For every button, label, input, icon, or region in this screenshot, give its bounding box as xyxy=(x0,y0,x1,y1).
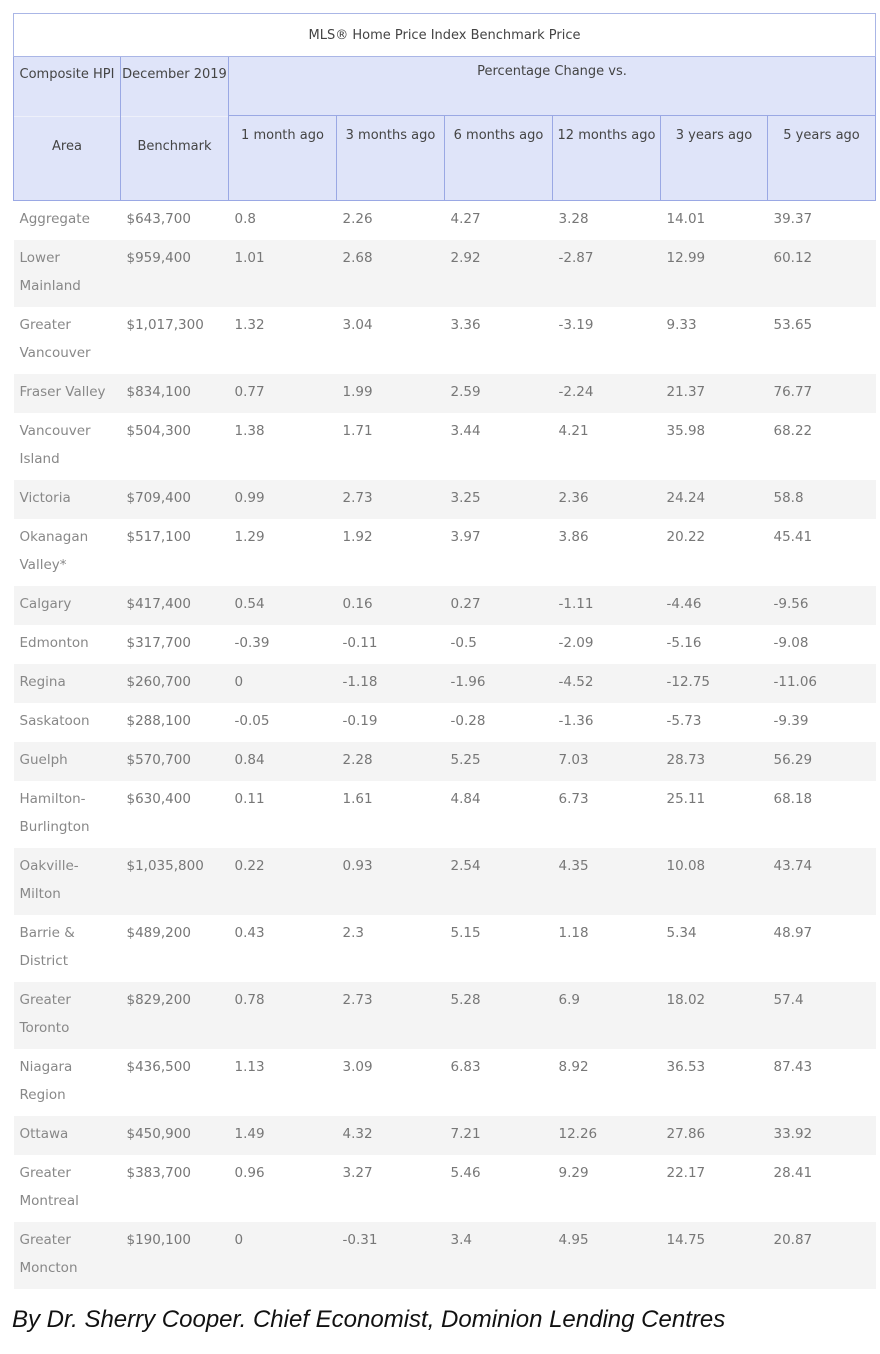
pct-change-cell: 24.24 xyxy=(661,480,768,519)
pct-change-cell: 6.73 xyxy=(553,781,661,848)
pct-change-cell: 0.27 xyxy=(445,586,553,625)
benchmark-cell: $834,100 xyxy=(121,374,229,413)
benchmark-cell: $517,100 xyxy=(121,519,229,586)
table-row xyxy=(14,664,876,703)
pct-change-cell: 7.21 xyxy=(445,1116,553,1155)
benchmark-cell: $383,700 xyxy=(121,1155,229,1222)
area-cell: Okanagan Valley* xyxy=(14,519,121,586)
pct-change-cell: 2.3 xyxy=(337,915,445,982)
pct-change-cell: 45.41 xyxy=(768,519,876,586)
pct-change-cell: 0.8 xyxy=(229,201,337,241)
pct-change-cell: 6.9 xyxy=(553,982,661,1049)
pct-change-cell: 1.61 xyxy=(337,781,445,848)
area-cell: Greater Moncton xyxy=(14,1222,121,1289)
header-december: December 2019 xyxy=(121,57,228,117)
pct-change-cell: 1.71 xyxy=(337,413,445,480)
pct-change-cell: 0.77 xyxy=(229,374,337,413)
table-row xyxy=(14,848,876,915)
pct-change-cell: 20.22 xyxy=(661,519,768,586)
pct-change-cell: 1.99 xyxy=(337,374,445,413)
table-row xyxy=(14,742,876,781)
pct-change-cell: 4.21 xyxy=(553,413,661,480)
pct-change-cell: 8.92 xyxy=(553,1049,661,1116)
pct-change-cell: -0.11 xyxy=(337,625,445,664)
pct-change-cell: 12.26 xyxy=(553,1116,661,1155)
header-december-benchmark xyxy=(121,57,229,201)
table-row xyxy=(14,982,876,1049)
header-period: 6 months ago xyxy=(445,116,553,201)
hpi-table-frame xyxy=(13,13,875,1289)
area-cell: Victoria xyxy=(14,480,121,519)
area-cell: Greater Toronto xyxy=(14,982,121,1049)
pct-change-cell: 28.73 xyxy=(661,742,768,781)
pct-change-cell: -1.11 xyxy=(553,586,661,625)
pct-change-cell: -0.28 xyxy=(445,703,553,742)
benchmark-cell: $959,400 xyxy=(121,240,229,307)
pct-change-cell: 5.25 xyxy=(445,742,553,781)
pct-change-cell: 5.34 xyxy=(661,915,768,982)
header-period: 3 months ago xyxy=(337,116,445,201)
table-row xyxy=(14,307,876,374)
pct-change-cell: 3.04 xyxy=(337,307,445,374)
area-cell: Regina xyxy=(14,664,121,703)
area-cell: Vancouver Island xyxy=(14,413,121,480)
benchmark-cell: $489,200 xyxy=(121,915,229,982)
pct-change-cell: 2.26 xyxy=(337,201,445,241)
pct-change-cell: -1.18 xyxy=(337,664,445,703)
pct-change-cell: 9.33 xyxy=(661,307,768,374)
table-row xyxy=(14,240,876,307)
pct-change-cell: 27.86 xyxy=(661,1116,768,1155)
pct-change-cell: 21.37 xyxy=(661,374,768,413)
pct-change-cell: 3.86 xyxy=(553,519,661,586)
benchmark-cell: $570,700 xyxy=(121,742,229,781)
pct-change-cell: 5.46 xyxy=(445,1155,553,1222)
area-cell: Oakville-Milton xyxy=(14,848,121,915)
pct-change-cell: -9.56 xyxy=(768,586,876,625)
pct-change-cell: 4.35 xyxy=(553,848,661,915)
header-percentage-change: Percentage Change vs. xyxy=(229,57,876,116)
pct-change-cell: 36.53 xyxy=(661,1049,768,1116)
pct-change-cell: 2.54 xyxy=(445,848,553,915)
pct-change-cell: -11.06 xyxy=(768,664,876,703)
table-row xyxy=(14,781,876,848)
pct-change-cell: 1.01 xyxy=(229,240,337,307)
pct-change-cell: 2.92 xyxy=(445,240,553,307)
pct-change-cell: 7.03 xyxy=(553,742,661,781)
pct-change-cell: 3.44 xyxy=(445,413,553,480)
benchmark-cell: $643,700 xyxy=(121,201,229,241)
pct-change-cell: 87.43 xyxy=(768,1049,876,1116)
area-cell: Ottawa xyxy=(14,1116,121,1155)
pct-change-cell: 2.59 xyxy=(445,374,553,413)
pct-change-cell: 3.97 xyxy=(445,519,553,586)
pct-change-cell: 3.4 xyxy=(445,1222,553,1289)
pct-change-cell: 2.28 xyxy=(337,742,445,781)
table-row xyxy=(14,1155,876,1222)
benchmark-cell: $417,400 xyxy=(121,586,229,625)
pct-change-cell: 5.15 xyxy=(445,915,553,982)
pct-change-cell: 0.93 xyxy=(337,848,445,915)
benchmark-cell: $317,700 xyxy=(121,625,229,664)
area-cell: Edmonton xyxy=(14,625,121,664)
area-cell: Saskatoon xyxy=(14,703,121,742)
table-row xyxy=(14,1222,876,1289)
benchmark-cell: $504,300 xyxy=(121,413,229,480)
pct-change-cell: 1.92 xyxy=(337,519,445,586)
area-cell: Calgary xyxy=(14,586,121,625)
pct-change-cell: -3.19 xyxy=(553,307,661,374)
pct-change-cell: 0.54 xyxy=(229,586,337,625)
benchmark-cell: $288,100 xyxy=(121,703,229,742)
pct-change-cell: 1.38 xyxy=(229,413,337,480)
pct-change-cell: -0.19 xyxy=(337,703,445,742)
table-row xyxy=(14,586,876,625)
table-title-text: MLS® Home Price Index Benchmark Price xyxy=(308,27,581,43)
pct-change-cell: 2.68 xyxy=(337,240,445,307)
pct-change-cell: 3.25 xyxy=(445,480,553,519)
pct-change-cell: -4.46 xyxy=(661,586,768,625)
header-period: 5 years ago xyxy=(768,116,876,201)
pct-change-cell: 3.27 xyxy=(337,1155,445,1222)
author-caption: By Dr. Sherry Cooper. Chief Economist, Dominion Lending Centres xyxy=(12,1306,726,1333)
header-period: 1 month ago xyxy=(229,116,337,201)
pct-change-cell: 1.29 xyxy=(229,519,337,586)
pct-change-cell: 60.12 xyxy=(768,240,876,307)
area-cell: Barrie & District xyxy=(14,915,121,982)
area-cell: Aggregate xyxy=(14,201,121,241)
pct-change-cell: 1.49 xyxy=(229,1116,337,1155)
pct-change-cell: 1.13 xyxy=(229,1049,337,1116)
pct-change-cell: 10.08 xyxy=(661,848,768,915)
pct-change-cell: 0.22 xyxy=(229,848,337,915)
pct-change-cell: -2.87 xyxy=(553,240,661,307)
pct-change-cell: 12.99 xyxy=(661,240,768,307)
table-row xyxy=(14,625,876,664)
pct-change-cell: 25.11 xyxy=(661,781,768,848)
benchmark-cell: $260,700 xyxy=(121,664,229,703)
pct-change-cell: 39.37 xyxy=(768,201,876,241)
table-row xyxy=(14,519,876,586)
benchmark-cell: $436,500 xyxy=(121,1049,229,1116)
pct-change-cell: 2.36 xyxy=(553,480,661,519)
table-row xyxy=(14,915,876,982)
pct-change-cell: 0.16 xyxy=(337,586,445,625)
pct-change-cell: 0.96 xyxy=(229,1155,337,1222)
pct-change-cell: 0.78 xyxy=(229,982,337,1049)
pct-change-cell: -5.16 xyxy=(661,625,768,664)
pct-change-cell: 4.32 xyxy=(337,1116,445,1155)
pct-change-cell: 4.27 xyxy=(445,201,553,241)
pct-change-cell: 76.77 xyxy=(768,374,876,413)
header-composite: Composite HPI xyxy=(14,57,120,117)
pct-change-cell: 0 xyxy=(229,1222,337,1289)
pct-change-cell: 6.83 xyxy=(445,1049,553,1116)
area-cell: Guelph xyxy=(14,742,121,781)
pct-change-cell: 68.18 xyxy=(768,781,876,848)
header-benchmark: Benchmark xyxy=(137,139,212,154)
pct-change-cell: 18.02 xyxy=(661,982,768,1049)
pct-change-cell: 0.84 xyxy=(229,742,337,781)
table-row xyxy=(14,201,876,241)
benchmark-cell: $190,100 xyxy=(121,1222,229,1289)
table-row xyxy=(14,1049,876,1116)
pct-change-cell: 9.29 xyxy=(553,1155,661,1222)
pct-change-cell: -4.52 xyxy=(553,664,661,703)
table-title xyxy=(14,14,876,57)
header-composite-area xyxy=(14,57,121,201)
pct-change-cell: 2.73 xyxy=(337,982,445,1049)
pct-change-cell: 1.18 xyxy=(553,915,661,982)
pct-change-cell: 14.75 xyxy=(661,1222,768,1289)
pct-change-cell: -0.39 xyxy=(229,625,337,664)
pct-change-cell: 35.98 xyxy=(661,413,768,480)
pct-change-cell: 0.43 xyxy=(229,915,337,982)
pct-change-cell: 4.95 xyxy=(553,1222,661,1289)
benchmark-cell: $630,400 xyxy=(121,781,229,848)
pct-change-cell: -12.75 xyxy=(661,664,768,703)
pct-change-cell: 0.11 xyxy=(229,781,337,848)
benchmark-cell: $709,400 xyxy=(121,480,229,519)
pct-change-cell: 57.4 xyxy=(768,982,876,1049)
pct-change-cell: 20.87 xyxy=(768,1222,876,1289)
table-row xyxy=(14,413,876,480)
pct-change-cell: -2.09 xyxy=(553,625,661,664)
area-cell: Niagara Region xyxy=(14,1049,121,1116)
pct-change-cell: 43.74 xyxy=(768,848,876,915)
header-period: 3 years ago xyxy=(661,116,768,201)
pct-change-cell: 1.32 xyxy=(229,307,337,374)
pct-change-cell: 33.92 xyxy=(768,1116,876,1155)
benchmark-cell: $829,200 xyxy=(121,982,229,1049)
pct-change-cell: 53.65 xyxy=(768,307,876,374)
pct-change-cell: 56.29 xyxy=(768,742,876,781)
table-row xyxy=(14,1116,876,1155)
header-period: 12 months ago xyxy=(553,116,661,201)
area-cell: Hamilton-Burlington xyxy=(14,781,121,848)
pct-change-cell: 4.84 xyxy=(445,781,553,848)
pct-change-cell: 3.28 xyxy=(553,201,661,241)
table-row xyxy=(14,480,876,519)
pct-change-cell: -0.05 xyxy=(229,703,337,742)
pct-change-cell: 0 xyxy=(229,664,337,703)
table-row xyxy=(14,374,876,413)
pct-change-cell: 3.36 xyxy=(445,307,553,374)
area-cell: Greater Vancouver xyxy=(14,307,121,374)
pct-change-cell: 68.22 xyxy=(768,413,876,480)
pct-change-cell: -0.31 xyxy=(337,1222,445,1289)
pct-change-cell: -9.39 xyxy=(768,703,876,742)
pct-change-cell: 0.99 xyxy=(229,480,337,519)
area-cell: Fraser Valley xyxy=(14,374,121,413)
pct-change-cell: 2.73 xyxy=(337,480,445,519)
pct-change-cell: 48.97 xyxy=(768,915,876,982)
pct-change-cell: 14.01 xyxy=(661,201,768,241)
pct-change-cell: 28.41 xyxy=(768,1155,876,1222)
pct-change-cell: -0.5 xyxy=(445,625,553,664)
header-area: Area xyxy=(52,139,82,154)
benchmark-cell: $1,035,800 xyxy=(121,848,229,915)
pct-change-cell: 3.09 xyxy=(337,1049,445,1116)
pct-change-cell: -1.36 xyxy=(553,703,661,742)
pct-change-cell: -1.96 xyxy=(445,664,553,703)
pct-change-cell: -9.08 xyxy=(768,625,876,664)
pct-change-cell: 5.28 xyxy=(445,982,553,1049)
pct-change-cell: 58.8 xyxy=(768,480,876,519)
pct-change-cell: -2.24 xyxy=(553,374,661,413)
area-cell: Greater Montreal xyxy=(14,1155,121,1222)
area-cell: Lower Mainland xyxy=(14,240,121,307)
table-row xyxy=(14,703,876,742)
benchmark-cell: $450,900 xyxy=(121,1116,229,1155)
pct-change-cell: -5.73 xyxy=(661,703,768,742)
hpi-benchmark-table xyxy=(13,13,876,1289)
pct-change-cell: 22.17 xyxy=(661,1155,768,1222)
benchmark-cell: $1,017,300 xyxy=(121,307,229,374)
